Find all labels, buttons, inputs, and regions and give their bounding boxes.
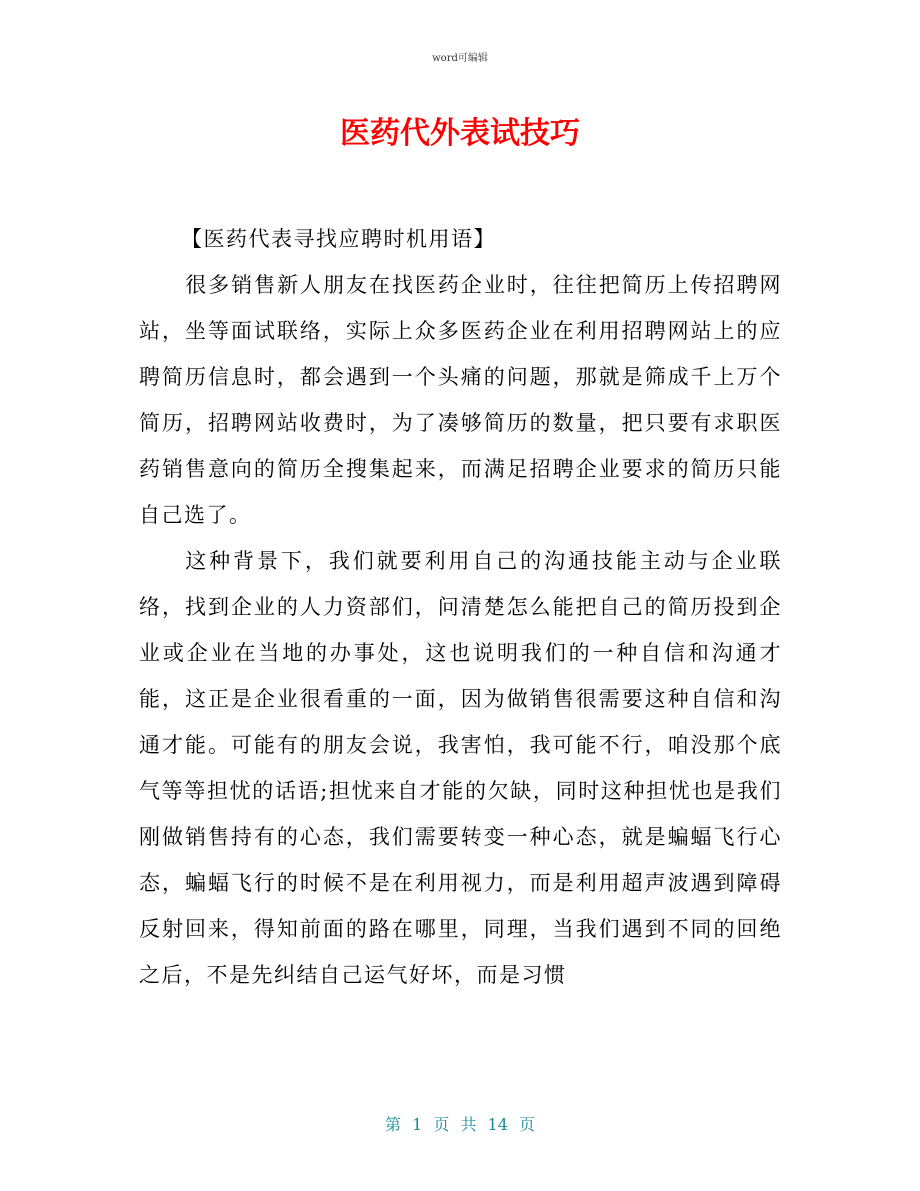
header-note: word可编辑	[432, 53, 488, 64]
section-heading: 【医药代表寻找应聘时机用语】	[181, 227, 496, 251]
page-number-footer: 第 1 页 共 14 页	[385, 1115, 535, 1134]
paragraph-2: 这种背景下，我们就要利用自己的沟通技能主动与企业联络，找到企业的人力资部们，问清楚怎么能把自己的简历投到企业或企业在当地的办事处，这也说明我们的一种自信和沟通才能，这正是企业很看重的一面，因为做销售很需要这种自信和沟通才能。可能有的朋友会说，我害怕，我可能不行，咱没那个底气等等担忧的话语;担忧来自才能的欠缺，同时这种担忧也是我们刚做销售持有的心态，我们需要转变一种心态，就是蝙蝠飞行心态，蝙蝠飞行的时候不是在利用视力，而是利用超声波遇到障碍反射回来，得知前面的路在哪里，同理，当我们遇到不同的回绝之后，不是先纠结自己运气好坏，而是习惯	[139, 549, 782, 987]
paragraph-1: 很多销售新人朋友在找医药企业时，往往把简历上传招聘网站，坐等面试联络，实际上众多医药企业在利用招聘网站上的应聘简历信息时，都会遇到一个头痛的问题，那就是筛成千上万个简历，招聘网站收费时，为了凑够简历的数量，把只要有求职医药销售意向的简历全搜集起来，而满足招聘企业要求的简历只能自己选了。	[139, 273, 782, 527]
document-body	[139, 216, 782, 998]
document-title: 医药代外表试技巧	[340, 116, 580, 151]
